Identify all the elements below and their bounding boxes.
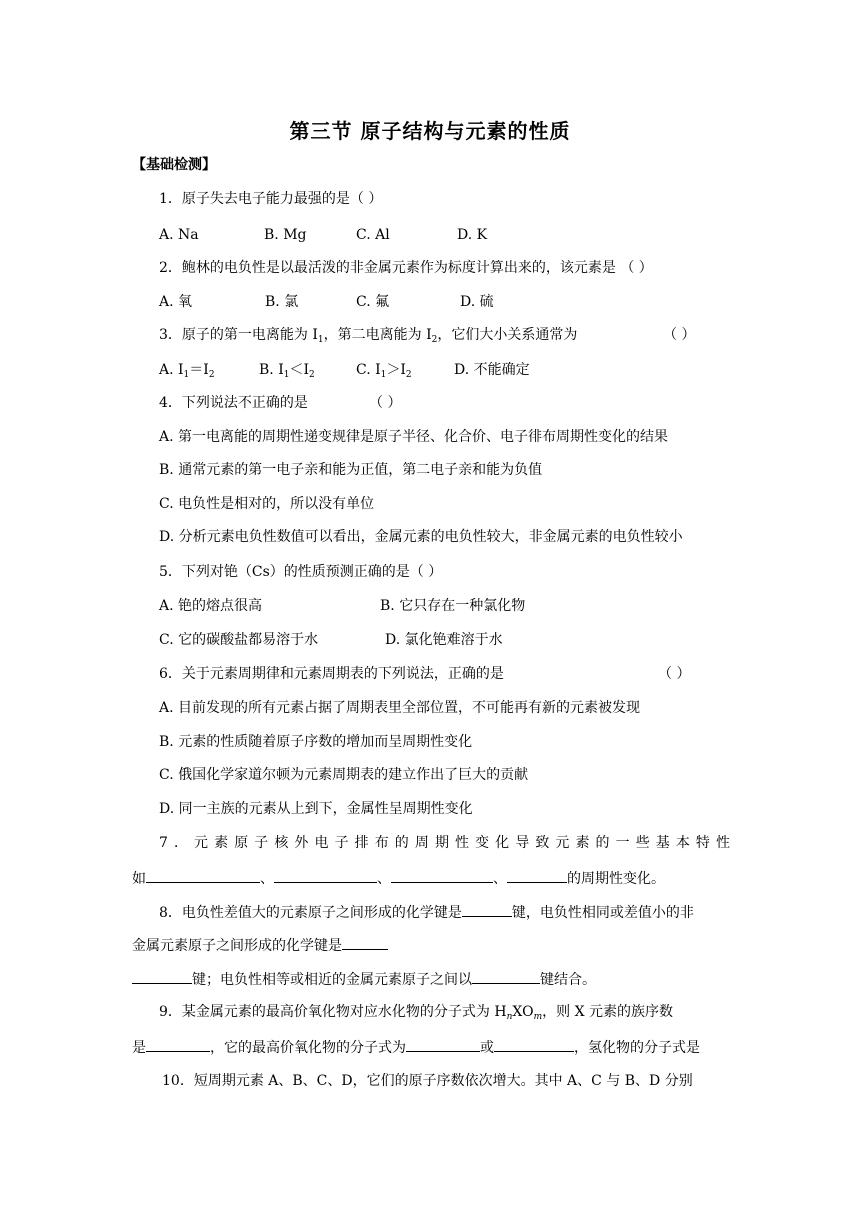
question-6-option-d: D. 同一主族的元素从上到下，金属性呈周期性变化 — [159, 801, 473, 817]
question-8-line2: 金属元素原子之间形成的化学键是 — [132, 935, 388, 955]
fill-blank[interactable] — [507, 868, 567, 883]
option-a: A. Na — [159, 227, 199, 243]
question-7-line2: 如 、 、 、 的周期性变化。 — [132, 868, 665, 888]
option-d: D. 硫 — [460, 294, 494, 310]
question-7-line1: 7．元素原子核外电子排布的周期性变化导致元素的一些基本特性 — [159, 835, 730, 851]
question-4-option-d: D. 分析元素电负性数值可以看出，金属元素的电负性较大，非金属元素的电负性较小 — [159, 529, 683, 545]
answer-paren: （ ） — [663, 327, 696, 343]
option-b: B. $I_1<I_2$ — [259, 362, 315, 380]
answer-paren: （ ） — [369, 395, 402, 411]
fill-blank[interactable] — [342, 935, 388, 950]
question-10-stem: 10．短周期元素 A、B、C、D，它们的原子序数依次增大。其中 A、C 与 B、D 分别 — [162, 1073, 693, 1089]
option-d: D. 不能确定 — [454, 362, 530, 378]
option-b: B. Mg — [264, 227, 307, 243]
fill-blank[interactable] — [391, 868, 493, 883]
question-3-stem: 3．原子的第一电离能为 $I_1$，第二电离能为 $I_2$，它们大小关系通常为 （ ） — [159, 327, 696, 345]
fill-blank[interactable] — [472, 969, 540, 984]
question-4-option-b: B. 通常元素的第一电子亲和能为正值，第二电子亲和能为负值 — [159, 462, 543, 478]
option-a: A. $I_1=I_2$ — [159, 362, 215, 380]
question-6-option-c: C. 俄国化学家道尔顿为元素周期表的建立作出了巨大的贡献 — [159, 767, 529, 783]
option-c: C. Al — [356, 227, 390, 243]
fill-blank[interactable] — [406, 1037, 480, 1052]
question-9-line1: 9．某金属元素的最高价氧化物对应水化物的分子式为 $H_nXO_m$，则 X 元素的族序数 — [159, 1004, 673, 1022]
question-4-stem: 4．下列说法不正确的是 （ ） — [159, 395, 402, 411]
question-4-option-c: C. 电负性是相对的，所以没有单位 — [159, 496, 375, 512]
question-5-stem: 5．下列对铯（Cs）的性质预测正确的是（ ） — [159, 564, 443, 580]
option-b: B. 它只存在一种氯化物 — [380, 598, 526, 614]
answer-paren: （ ） — [658, 666, 691, 682]
fill-blank[interactable] — [462, 902, 512, 917]
fill-blank[interactable] — [146, 868, 260, 883]
option-c: C. 它的碳酸盐都易溶于水 — [159, 632, 319, 648]
fill-blank[interactable] — [146, 1037, 210, 1052]
option-a: A. 铯的熔点很高 — [159, 598, 263, 614]
question-2-stem: 2．鲍林的电负性是以最活泼的非金属元素作为标度计算出来的，该元素是 （ ） — [159, 260, 653, 276]
option-c: C. $I_1>I_2$ — [356, 362, 412, 380]
question-1-stem: 1．原子失去电子能力最强的是（ ） — [159, 191, 383, 207]
fill-blank[interactable] — [274, 868, 377, 883]
page-title: 第三节 原子结构与元素的性质 — [289, 119, 571, 143]
option-b: B. 氯 — [265, 294, 299, 310]
question-6-option-a: A. 目前发现的所有元素占据了周期表里全部位置，不可能再有新的元素被发现 — [159, 700, 641, 716]
option-a: A. 氧 — [159, 294, 193, 310]
option-d: D. K — [457, 227, 488, 243]
question-4-option-a: A. 第一电离能的周期性递变规律是原子半径、化合价、电子徘布周期性变化的结果 — [159, 429, 669, 445]
option-c: C. 氟 — [356, 294, 390, 310]
section-heading: 【基础检测】 — [132, 157, 216, 173]
fill-blank[interactable] — [494, 1037, 574, 1052]
fill-blank[interactable] — [132, 969, 192, 984]
question-6-option-b: B. 元素的性质随着原子序数的增加而呈周期性变化 — [159, 734, 473, 750]
question-6-stem: 6．关于元素周期律和元素周期表的下列说法，正确的是 （ ） — [159, 666, 691, 682]
question-8-line1: 8．电负性差值大的元素原子之间形成的化学键是 键，电负性相同或差值小的非 — [159, 902, 694, 922]
option-d: D. 氯化铯难溶于水 — [385, 632, 503, 648]
question-9-line2: 是 ，它的最高价氧化物的分子式为 或 ，氢化物的分子式是 — [132, 1037, 700, 1057]
question-8-line3: 键；电负性相等或相近的金属元素原子之间以 键结合。 — [132, 969, 596, 989]
